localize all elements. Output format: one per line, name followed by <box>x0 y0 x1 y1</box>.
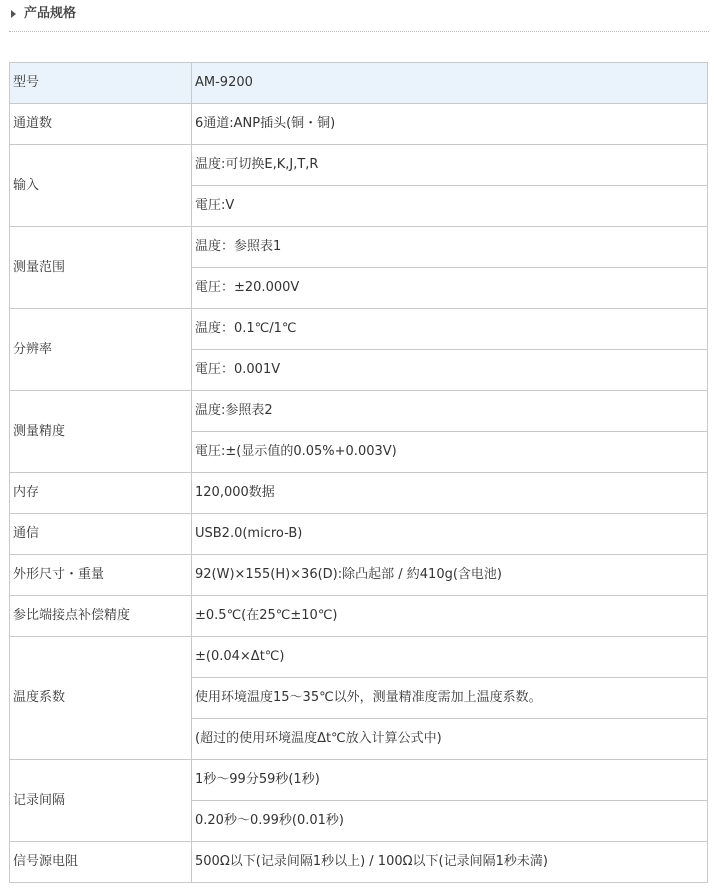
spec-label: 信号源电阻 <box>10 842 192 883</box>
spec-value: 温度:参照表2 <box>192 391 708 432</box>
table-row <box>10 63 708 104</box>
spec-label: 外形尺寸・重量 <box>10 555 192 596</box>
table-row <box>10 104 708 145</box>
spec-value: 120,000数据 <box>192 473 708 514</box>
spec-value: 0.20秒～0.99秒(0.01秒) <box>192 801 708 842</box>
spec-value: 6通道:ANP插头(铜・铜) <box>192 104 708 145</box>
table-row <box>10 637 708 678</box>
spec-table <box>9 62 708 883</box>
spec-label: 通道数 <box>10 104 192 145</box>
spec-label: 测量精度 <box>10 391 192 473</box>
spec-value: 使用环境温度15～35℃以外，测量精准度需加上温度系数。 <box>192 678 708 719</box>
table-row <box>10 309 708 350</box>
spec-value: 温度:可切换E,K,J,T,R <box>192 145 708 186</box>
spec-label: 测量范围 <box>10 227 192 309</box>
section-title: 产品规格 <box>24 6 77 21</box>
spec-label: 温度系数 <box>10 637 192 760</box>
spec-value: 電圧：±20.000V <box>192 268 708 309</box>
table-row <box>10 227 708 268</box>
spec-value: AM-9200 <box>192 63 708 104</box>
spec-value: 1秒～99分59秒(1秒) <box>192 760 708 801</box>
spec-label: 参比端接点补偿精度 <box>10 596 192 637</box>
spec-value: ±0.5℃(在25℃±10℃) <box>192 596 708 637</box>
spec-value: 92(W)×155(H)×36(D):除凸起部 / 約410g(含电池) <box>192 555 708 596</box>
spec-value: 電圧：0.001V <box>192 350 708 391</box>
spec-table-body <box>10 63 708 883</box>
spec-label: 分辨率 <box>10 309 192 391</box>
table-row <box>10 391 708 432</box>
table-row <box>10 145 708 186</box>
spec-value: USB2.0(micro-B) <box>192 514 708 555</box>
spec-value: 温度：参照表1 <box>192 227 708 268</box>
table-row <box>10 514 708 555</box>
dotted-divider <box>9 31 709 32</box>
spec-label: 内存 <box>10 473 192 514</box>
arrow-right-icon <box>11 10 16 18</box>
table-row <box>10 760 708 801</box>
spec-value: ±(0.04×Δt℃) <box>192 637 708 678</box>
spec-value: 電圧:V <box>192 186 708 227</box>
spec-label: 记录间隔 <box>10 760 192 842</box>
spec-label: 通信 <box>10 514 192 555</box>
table-row <box>10 555 708 596</box>
spec-value: (超过的使用环境温度Δt℃放入计算公式中) <box>192 719 708 760</box>
section-header <box>0 0 714 32</box>
spec-value: 電圧:±(显示值的0.05%+0.003V) <box>192 432 708 473</box>
spec-value: 温度：0.1℃/1℃ <box>192 309 708 350</box>
table-row <box>10 842 708 883</box>
spec-value: 500Ω以下(记录间隔1秒以上) / 100Ω以下(记录间隔1秒未満) <box>192 842 708 883</box>
table-row <box>10 596 708 637</box>
spec-label: 型号 <box>10 63 192 104</box>
table-row <box>10 473 708 514</box>
spec-label: 输入 <box>10 145 192 227</box>
